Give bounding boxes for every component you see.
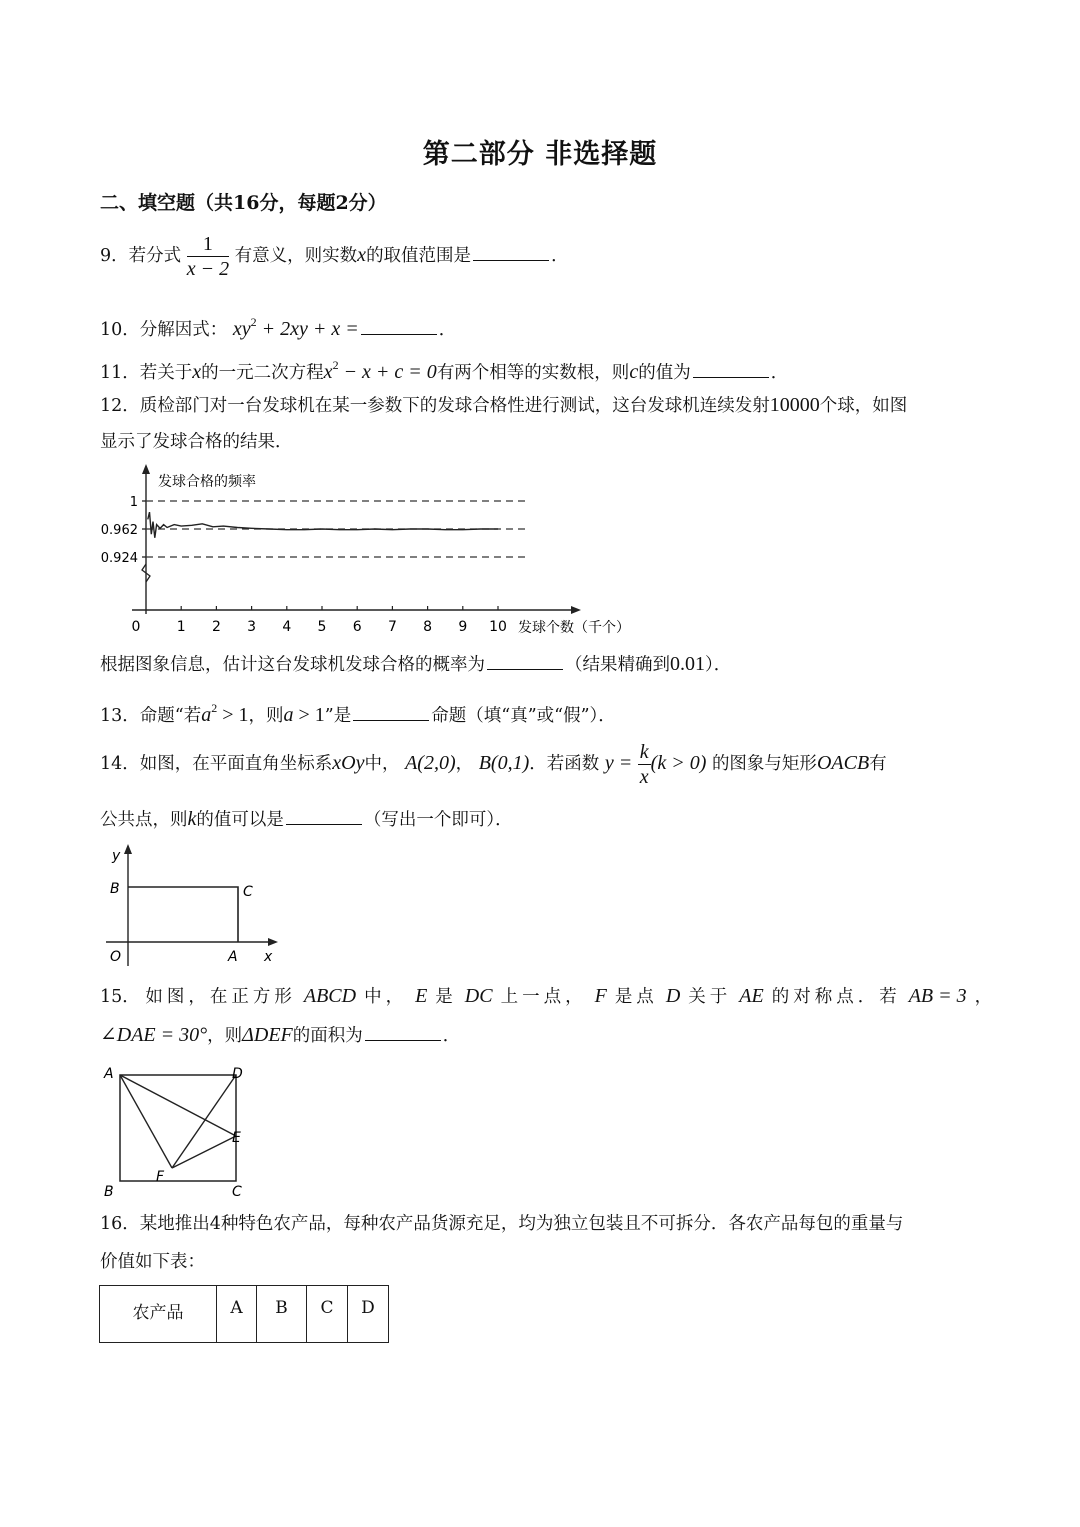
q9-fraction (187, 232, 229, 281)
q14-fraction (638, 740, 651, 789)
q11-end: ． (770, 363, 789, 383)
chart-x-tick-label: 10 (489, 619, 507, 635)
q14-number: 14． (100, 754, 140, 774)
q14-label-y: y (112, 848, 121, 864)
q15-end: ． (442, 1026, 461, 1046)
q15-seg-8: 是点 (614, 987, 658, 1007)
q15-label-c: C (232, 1184, 242, 1200)
q14-label-c: C (243, 884, 253, 900)
q15-number: 15． (100, 987, 140, 1007)
q16-number: 16． (100, 1214, 140, 1234)
q9-pre: 若分式 (128, 246, 182, 266)
q13-c2: > 1 (293, 704, 325, 726)
q14-line2-post: 的值可以是 (196, 810, 284, 830)
q14-fn-cond: (k > 0) (650, 752, 707, 774)
q13-c1: > 1 (217, 704, 249, 726)
q15-triangle: ΔDEF (242, 1024, 293, 1046)
q15-seg-5: DC (464, 985, 493, 1007)
q15-angle: ∠DAE = 30° (100, 1024, 208, 1046)
q10-blank[interactable] (361, 320, 437, 335)
question-11 (100, 353, 788, 385)
q14-k: k (187, 808, 197, 830)
q12-chart (95, 462, 655, 642)
q14-point-a: A(2,0) (405, 752, 456, 774)
q15-seg-3: E (415, 985, 428, 1007)
question-15-line1 (100, 984, 996, 1009)
q11-number: 11． (100, 363, 140, 383)
q10-expr-a: xy (232, 318, 251, 340)
q14-frac-denominator: x (639, 766, 649, 788)
q14-figure (100, 840, 290, 970)
chart-x-tick-label: 2 (211, 619, 221, 635)
chart-x-tick-label: 5 (317, 619, 327, 635)
chart-x-label: 发球个数（千个） (518, 620, 630, 636)
q12-line2: 显示了发球合格的结果． (100, 432, 293, 452)
chart-x-tick-label: 4 (282, 619, 292, 635)
q15-seg-13: AB = 3 (908, 985, 967, 1007)
q9-blank[interactable] (473, 246, 549, 261)
q11-var2: c (629, 361, 639, 383)
q11-blank[interactable] (693, 363, 769, 378)
q11-eq-b: − x + c = 0 (338, 361, 437, 383)
q16-line1: 某地推出4种特色农产品，每种农产品货源充足，均为独立包装且不可拆分．各农产品每包的重量与 (139, 1214, 904, 1234)
q15-label-a: A (104, 1066, 114, 1082)
q12-conclusion (100, 652, 731, 677)
q15-line-fe (172, 1136, 236, 1168)
table-row (100, 1286, 389, 1343)
q12-after-end: ）． (705, 655, 732, 675)
q9-post2: 的取值范围是 (366, 246, 472, 266)
q14-fn-y: y = (604, 752, 633, 774)
chart-y-tick-label: 0.924 (100, 551, 138, 566)
q15-seg-7: F (594, 985, 607, 1007)
q10-exponent: 2 (250, 315, 257, 329)
table-col-c: C (307, 1286, 348, 1343)
q14-rect: OACB (816, 752, 870, 774)
q9-frac-denominator: x − 2 (186, 258, 230, 280)
q13-a2: a (283, 704, 294, 726)
q14-sep: ， (455, 754, 474, 774)
q15-label-f: F (156, 1169, 165, 1185)
q14-x-arrow (268, 938, 278, 946)
q15-seg-1: ABCD (303, 985, 357, 1007)
chart-x-tick-label: 7 (387, 619, 397, 635)
q15-line-df (172, 1075, 236, 1168)
q14-line2-pre: 公共点，则 (100, 810, 188, 830)
table-col-b: B (257, 1286, 307, 1343)
q14-label-o: O (110, 949, 122, 965)
chart-x-tick-label: 3 (247, 619, 257, 635)
page-title: 第二部分 非选择题 (422, 139, 658, 170)
table-col-a: A (217, 1286, 257, 1343)
chart-x-tick-label: 9 (458, 619, 468, 635)
q14-post: 的图象与矩形 (711, 754, 817, 774)
q11-mid: 的一元二次方程 (201, 363, 324, 383)
chart-x-arrow (571, 606, 581, 614)
q14-label-x: x (264, 949, 273, 965)
q15-line2-post: 的面积为 (292, 1026, 363, 1046)
q15-seg-2: 中， (364, 987, 408, 1007)
question-13 (100, 696, 616, 728)
q11-var: x (192, 361, 202, 383)
table-header-cell: 农产品 (100, 1286, 217, 1343)
chart-series-line (148, 512, 498, 538)
chart-x-tick-label: 0 (131, 619, 141, 635)
q15-seg-11: AE (739, 985, 764, 1007)
q13-number: 13． (100, 706, 140, 726)
q14-blank[interactable] (286, 810, 362, 825)
q10-expr-b: + 2xy + x = (256, 318, 359, 340)
q14-rectangle (128, 887, 238, 942)
question-15-line2 (100, 1023, 460, 1048)
q14-y-arrow (124, 844, 132, 854)
q14-label-a: A (228, 949, 238, 965)
question-16-line1 (100, 1212, 903, 1236)
q15-seg-4: 是 (435, 987, 457, 1007)
q14-label-b: B (110, 881, 120, 897)
q11-pre: 若关于 (139, 363, 193, 383)
q14-mid: 中， (364, 754, 400, 774)
q13-comma: ，则 (248, 706, 284, 726)
chart-y-tick-label: 0.962 (100, 523, 138, 538)
q12-blank[interactable] (487, 655, 563, 670)
chart-x-tick-label: 6 (352, 619, 362, 635)
q15-label-e: E (232, 1130, 241, 1146)
question-14-line2 (100, 807, 513, 832)
q12-line1-pre: 质检部门对一台发球机在某一参数下的发球合格性进行测试，这台发球机连续发射 (139, 396, 770, 416)
q15-blank[interactable] (365, 1026, 441, 1041)
q15-seg-6: 上一点， (500, 987, 587, 1007)
q15-label-d: D (232, 1066, 243, 1082)
q13-a1: a (201, 704, 212, 726)
q12-after-pre: 根据图象信息，估计这台发球机发球合格的概率为 (100, 655, 485, 675)
q11-exponent: 2 (332, 358, 339, 372)
q14-post2: 有 (869, 754, 887, 774)
q14-point-b: B(0,1) (478, 752, 530, 774)
q14-pre: 如图，在平面直角坐标系 (139, 754, 333, 774)
q13-blank[interactable] (353, 706, 429, 721)
q11-mid2: 有两个相等的实数根，则 (436, 363, 630, 383)
q10-number: 10． (100, 320, 140, 340)
question-10 (100, 310, 456, 342)
q14-line2-end: （写出一个即可）． (363, 810, 513, 830)
q15-seg-9: D (665, 985, 681, 1007)
products-table (99, 1285, 389, 1343)
chart-y-label: 发球合格的频率 (158, 474, 256, 490)
question-9 (100, 232, 569, 281)
q15-seg-10: 关于 (688, 987, 732, 1007)
q15-seg-14: ， (974, 987, 997, 1007)
question-14-line1 (100, 740, 887, 789)
q10-end: ． (438, 320, 457, 340)
q13-post2: 命题（填“真”或“假”）． (431, 706, 616, 726)
q14-mid2: ．若函数 (529, 754, 600, 774)
q13-post: ”是 (324, 706, 352, 726)
q15-seg-0: 如图，在正方形 (145, 987, 296, 1007)
question-12-line1 (100, 393, 907, 418)
q16-line2: 价值如下表： (100, 1252, 205, 1272)
q12-line1-post: 个球，如图 (819, 396, 908, 416)
q15-label-b: B (104, 1184, 114, 1200)
q9-end: ． (551, 246, 569, 266)
q12-precision: 0.01 (670, 653, 705, 675)
q13-pre: 命题“若 (139, 706, 202, 726)
q9-frac-numerator: 1 (187, 232, 229, 257)
q13-exponent: 2 (211, 701, 218, 715)
q14-sys: xOy (332, 752, 365, 774)
q15-seg-12: 的对称点．若 (771, 987, 901, 1007)
q11-eq-a: x (323, 361, 333, 383)
q15-line2-mid: ，则 (207, 1026, 243, 1046)
chart-x-tick-label: 8 (423, 619, 433, 635)
q9-post: 有意义，则实数 (234, 246, 358, 266)
q9-var: x (357, 244, 367, 266)
q9-number: 9． (100, 246, 129, 266)
q15-figure (98, 1060, 258, 1202)
q12-after-post: （结果精确到 (565, 655, 670, 675)
q14-frac-numerator: k (639, 741, 649, 763)
section-heading: 二、填空题（共16分，每题2分） (100, 192, 387, 214)
q10-pre: 分解因式： (139, 320, 228, 340)
q12-count: 10000 (769, 394, 820, 416)
q11-post: 的值为 (638, 363, 691, 383)
chart-x-tick-label: 1 (176, 619, 186, 635)
q12-number: 12． (100, 396, 140, 416)
chart-y-tick-label: 1 (129, 495, 138, 510)
chart-y-arrow (142, 464, 150, 474)
table-col-d: D (348, 1286, 389, 1343)
